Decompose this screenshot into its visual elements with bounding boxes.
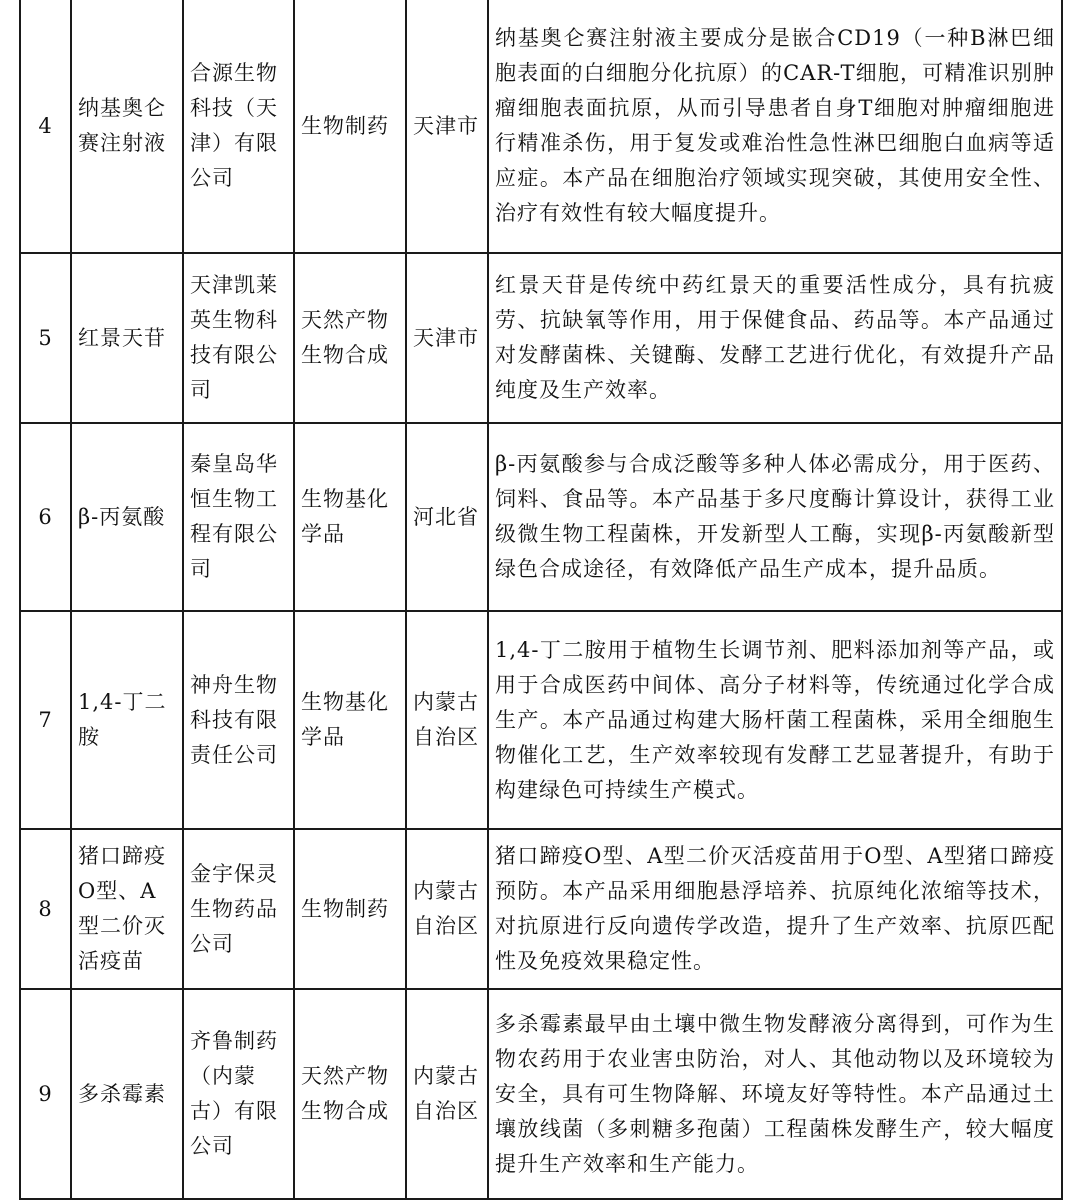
region: 内蒙古自治区	[406, 989, 488, 1199]
product-name: 1,4-丁二胺	[71, 611, 183, 829]
row-number: 6	[20, 423, 71, 611]
product-name: 猪口蹄疫O型、A型二价灭活疫苗	[71, 829, 183, 989]
product-category: 生物制药	[294, 0, 406, 253]
row-number: 9	[20, 989, 71, 1199]
region: 内蒙古自治区	[406, 829, 488, 989]
product-name: 多杀霉素	[71, 989, 183, 1199]
product-description: 纳基奥仑赛注射液主要成分是嵌合CD19（一种B淋巴细胞表面的白细胞分化抗原）的CAR-T细胞，可精准识别肿瘤细胞表面抗原，从而引导患者自身T细胞对肿瘤细胞进行精准杀伤，用于复发或难治性急性淋巴细胞白血病等适应症。本产品在细胞治疗领域实现突破，其使用安全性、治疗有效性有较大幅度提升。	[488, 0, 1062, 253]
row-number: 5	[20, 253, 71, 423]
product-category: 生物基化学品	[294, 611, 406, 829]
table-row	[20, 0, 1062, 253]
table-row	[20, 989, 1062, 1199]
row-number: 8	[20, 829, 71, 989]
product-name: β-丙氨酸	[71, 423, 183, 611]
company-name: 天津凯莱英生物科技有限公司	[183, 253, 294, 423]
region: 内蒙古自治区	[406, 611, 488, 829]
product-description: 猪口蹄疫O型、A型二价灭活疫苗用于O型、A型猪口蹄疫预防。本产品采用细胞悬浮培养、抗原纯化浓缩等技术，对抗原进行反向遗传学改造，提升了生产效率、抗原匹配性及免疫效果稳定性。	[488, 829, 1062, 989]
company-name: 齐鲁制药（内蒙古）有限公司	[183, 989, 294, 1199]
product-name: 纳基奥仑赛注射液	[71, 0, 183, 253]
table-row	[20, 423, 1062, 611]
company-name: 金宇保灵生物药品公司	[183, 829, 294, 989]
product-name: 红景天苷	[71, 253, 183, 423]
company-name: 合源生物科技（天津）有限公司	[183, 0, 294, 253]
table-row	[20, 253, 1062, 423]
product-description: 红景天苷是传统中药红景天的重要活性成分，具有抗疲劳、抗缺氧等作用，用于保健食品、药品等。本产品通过对发酵菌株、关键酶、发酵工艺进行优化，有效提升产品纯度及生产效率。	[488, 253, 1062, 423]
product-description: β-丙氨酸参与合成泛酸等多种人体必需成分，用于医药、饲料、食品等。本产品基于多尺度酶计算设计，获得工业级微生物工程菌株，开发新型人工酶，实现β-丙氨酸新型绿色合成途径，有效降低产品生产成本，提升品质。	[488, 423, 1062, 611]
product-category: 生物基化学品	[294, 423, 406, 611]
product-category: 天然产物生物合成	[294, 989, 406, 1199]
company-name: 神舟生物科技有限责任公司	[183, 611, 294, 829]
table-row	[20, 829, 1062, 989]
region: 天津市	[406, 0, 488, 253]
product-category: 天然产物生物合成	[294, 253, 406, 423]
region: 天津市	[406, 253, 488, 423]
product-description: 1,4-丁二胺用于植物生长调节剂、肥料添加剂等产品，或用于合成医药中间体、高分子材料等，传统通过化学合成生产。本产品通过构建大肠杆菌工程菌株，采用全细胞生物催化工艺，生产效率较现有发酵工艺显著提升，有助于构建绿色可持续生产模式。	[488, 611, 1062, 829]
row-number: 7	[20, 611, 71, 829]
product-description: 多杀霉素最早由土壤中微生物发酵液分离得到，可作为生物农药用于农业害虫防治，对人、其他动物以及环境较为安全，具有可生物降解、环境友好等特性。本产品通过土壤放线菌（多刺糖多孢菌）工程菌株发酵生产，较大幅度提升生产效率和生产能力。	[488, 989, 1062, 1199]
product-table	[19, 0, 1063, 1200]
row-number: 4	[20, 0, 71, 253]
product-category: 生物制药	[294, 829, 406, 989]
company-name: 秦皇岛华恒生物工程有限公司	[183, 423, 294, 611]
table-row	[20, 611, 1062, 829]
region: 河北省	[406, 423, 488, 611]
